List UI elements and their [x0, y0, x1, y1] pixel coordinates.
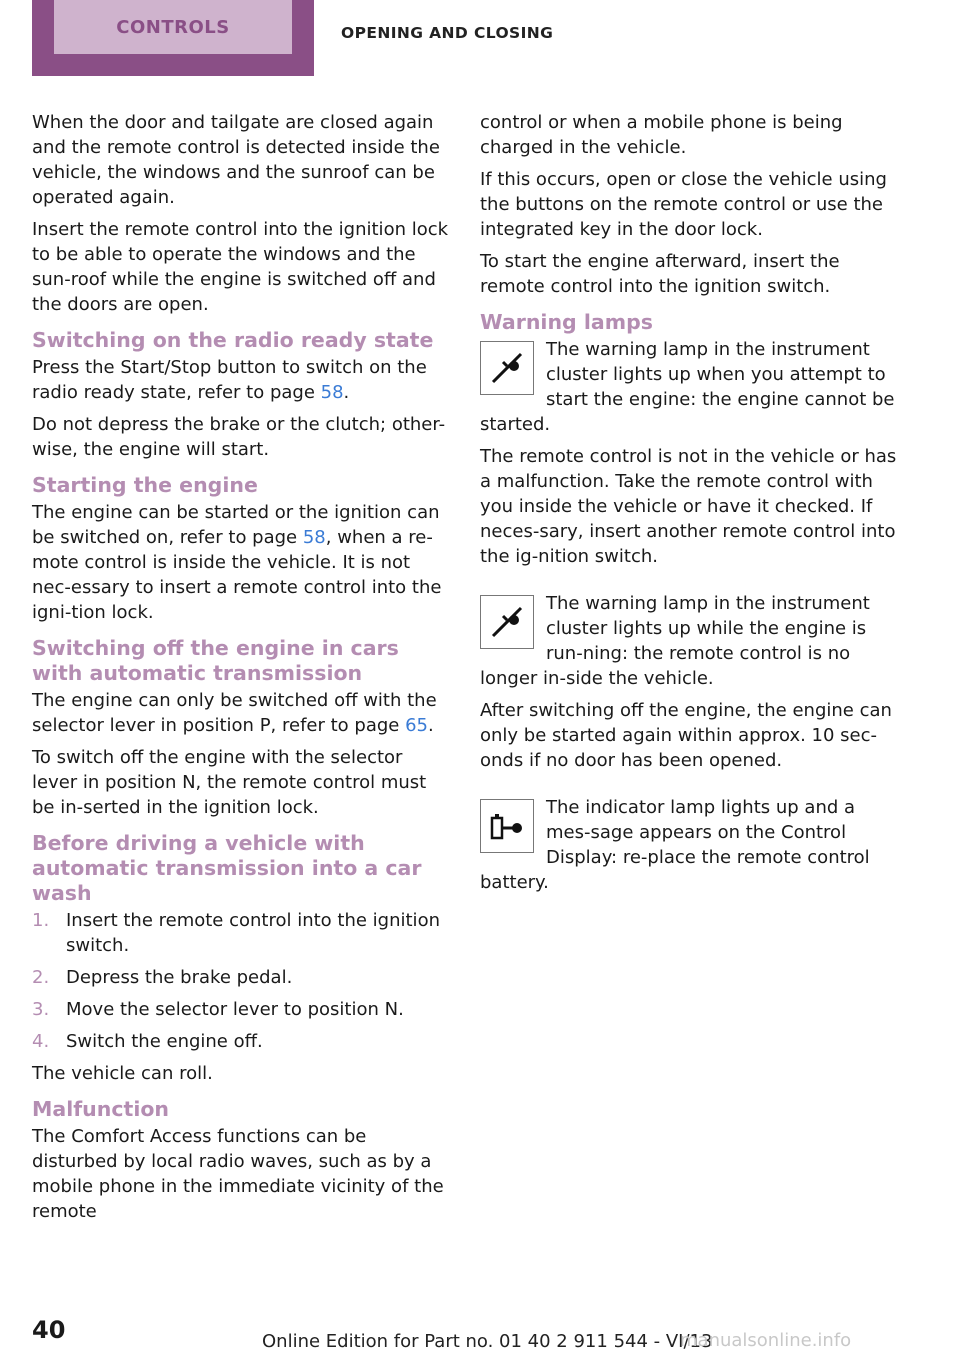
- heading-warning-lamps: Warning lamps: [480, 310, 653, 334]
- paragraph: Press the Start/Stop button to switch on the radio ready state, refer to page 58.: [32, 357, 427, 403]
- watermark: manualsonline.info: [680, 1330, 852, 1351]
- lamp-entry: The indicator lamp lights up and a mes-sage appears on the Control Display: re-place the remote control battery.: [480, 797, 870, 893]
- heading-starting-engine: Starting the engine: [32, 473, 258, 497]
- section-title: OPENING AND CLOSING: [341, 24, 554, 42]
- list-item: 3. Move the selector lever to position N.: [32, 999, 404, 1020]
- key-battery-icon: [480, 799, 534, 853]
- paragraph: When the door and tailgate are closed again and the remote control is detected inside the vehicle, the windows and the sunroof can be operated again.: [32, 112, 440, 208]
- list-item: 2. Depress the brake pedal.: [32, 967, 293, 988]
- steps-list: [32, 908, 450, 1054]
- page-link-58[interactable]: 58: [320, 382, 344, 403]
- heading-malfunction: Malfunction: [32, 1097, 170, 1121]
- paragraph: control or when a mobile phone is being charged in the vehicle.: [480, 112, 843, 158]
- paragraph: The engine can be started or the ignition can be switched on, refer to page 58, when a re-mote control is inside the vehicle. It is not nec-essary to insert a remote control into the igni-tion lock.: [32, 502, 442, 623]
- edition-note: Online Edition for Part no. 01 40 2 911 544 - VI/13: [262, 1331, 713, 1352]
- key-warning-icon: [480, 341, 534, 395]
- paragraph: The vehicle can roll.: [32, 1063, 213, 1084]
- page-link-65[interactable]: 65: [405, 715, 428, 736]
- heading-car-wash: Before driving a vehicle with automatic transmission into a car wash: [32, 831, 422, 905]
- right-column: [480, 110, 898, 902]
- paragraph: To switch off the engine with the selector lever in position N, the remote control must be in-serted in the ignition lock.: [32, 747, 427, 818]
- heading-radio-ready: Switching on the radio ready state: [32, 328, 434, 352]
- paragraph: The Comfort Access functions can be disturbed by local radio waves, such as by a mobile phone in the immediate vicinity of the remote: [32, 1126, 444, 1222]
- left-column: [32, 110, 450, 1231]
- page-number: 40: [32, 1316, 66, 1344]
- chapter-tab-label: CONTROLS: [54, 0, 292, 54]
- list-item: 1. Insert the remote control into the ignition switch.: [32, 910, 440, 956]
- page-link-58[interactable]: 58: [302, 527, 326, 548]
- paragraph: After switching off the engine, the engine can only be started again within approx. 10 sec-onds if no door has been opened.: [480, 700, 892, 771]
- list-item: 4. Switch the engine off.: [32, 1031, 263, 1052]
- paragraph: If this occurs, open or close the vehicle using the buttons on the remote control or use the integrated key in the door lock.: [480, 169, 887, 240]
- paragraph: Insert the remote control into the ignition lock to be able to operate the windows and the sun-roof while the engine is switched off and the doors are open.: [32, 219, 449, 315]
- paragraph: Do not depress the brake or the clutch; other-wise, the engine will start.: [32, 414, 446, 460]
- paragraph: The engine can only be switched off with the selector lever in position P, refer to page 65.: [32, 690, 437, 736]
- heading-switching-off: Switching off the engine in cars with automatic transmission: [32, 636, 399, 685]
- paragraph: To start the engine afterward, insert the remote control into the ignition switch.: [480, 251, 840, 297]
- paragraph: The remote control is not in the vehicle or has a malfunction. Take the remote control with you inside the vehicle or have it checked. If neces-sary, insert another remote control into the ig-nition switch.: [480, 446, 897, 567]
- lamp-entry: The warning lamp in the instrument cluster lights up when you attempt to start the engine: the engine cannot be started.: [480, 339, 895, 435]
- key-warning-icon: [480, 595, 534, 649]
- lamp-entry: The warning lamp in the instrument cluster lights up while the engine is run-ning: the remote control is no longer in-side the vehicle.: [480, 593, 870, 689]
